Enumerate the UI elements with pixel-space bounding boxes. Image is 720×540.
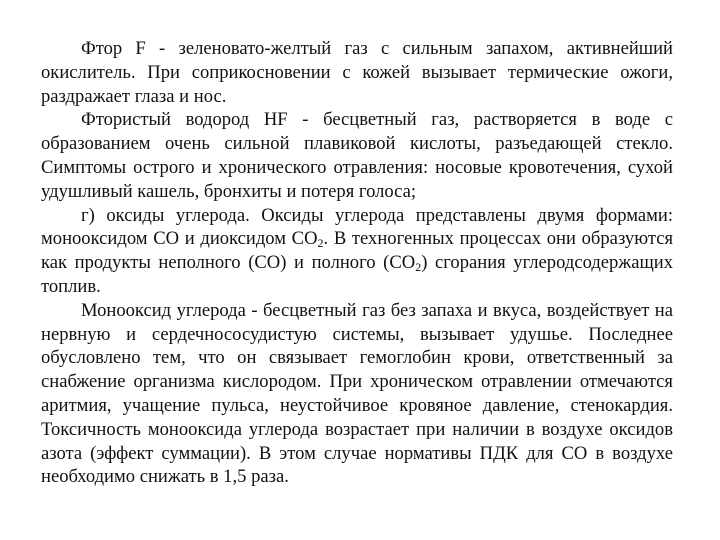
subscript-2-second: 2 xyxy=(415,260,422,275)
paragraph-fluorine: Фтор F - зеленовато-желтый газ с сильным запахом, активнейший окислитель. При соприкосновении с кожей вызывает термические ожоги, раздражает глаза и нос. xyxy=(41,38,673,107)
carbon-oxides-text-3: ) сгорания углеродсодержащих топлив. xyxy=(41,252,674,297)
subscript-2-first: 2 xyxy=(317,236,324,251)
paragraph-carbon-monoxide: Монооксид углерода - бесцветный газ без запаха и вкуса, воздействует на нервную и сердечнососудистую системы, вызывает удушье. Последнее обусловлено тем, что он связывает гемоглобин крови, ответственный за снабжение организма кислородом. При хроническом отравлении отмечаются аритмия, учащение пульса, неустойчивое кровяное давление, стенокардия. Токсичность монооксида углерода возрастает при наличии в воздухе оксидов азота (эффект суммации). В этом случае нормативы ПДК для СО в воздухе необходимо снижать в 1,5 раза. xyxy=(41,299,673,488)
document-page xyxy=(41,37,673,489)
carbon-oxides-text-2: . В техногенных процессах они образуются как продукты неполного (СО) и полного (СО xyxy=(41,228,673,274)
carbon-oxides-text-1: г) оксиды углерода. Оксиды углерода представлены двумя формами: монооксидом СО и диоксидом СО xyxy=(41,204,673,250)
paragraph-carbon-oxides xyxy=(41,204,673,299)
paragraph-hydrogen-fluoride: Фтористый водород HF - бесцветный газ, растворяется в воде с образованием очень сильной плавиковой кислоты, разъедающей стекло. Симптомы острого и хронического отравления: носовые кровотечения, сухой удушливый кашель, бронхиты и потеря голоса; xyxy=(41,109,673,202)
